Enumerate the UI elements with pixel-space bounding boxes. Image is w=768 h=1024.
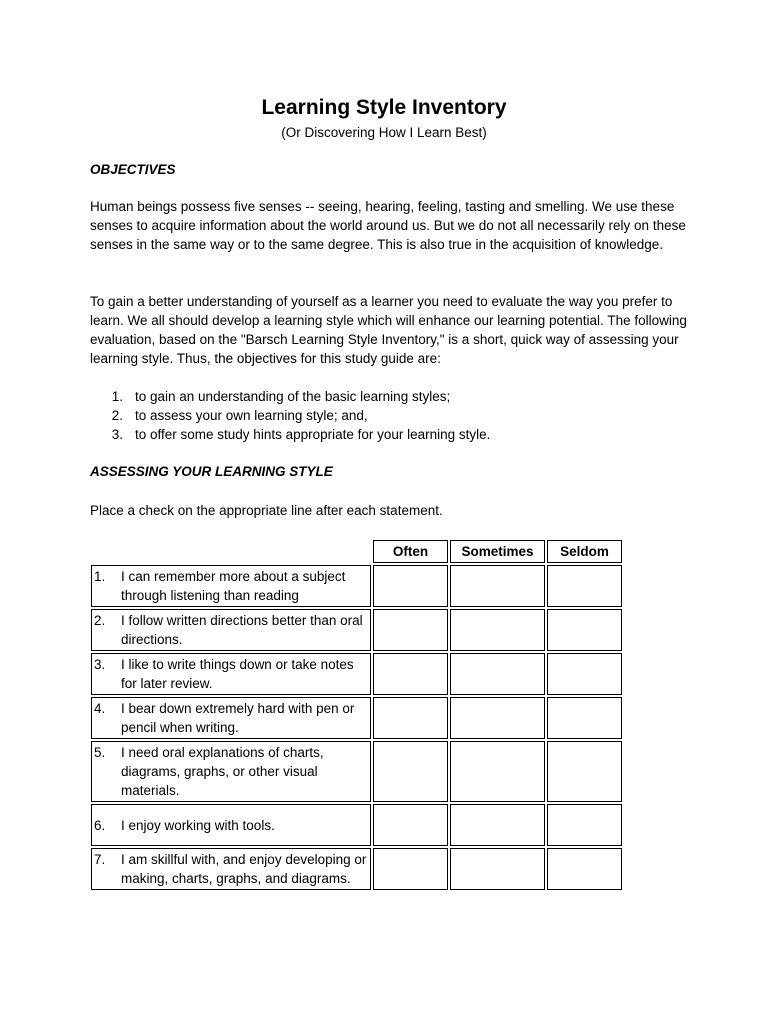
seldom-checkbox[interactable]	[547, 653, 622, 695]
table-row	[91, 848, 622, 890]
seldom-checkbox[interactable]	[547, 609, 622, 651]
list-item: 1. to gain an understanding of the basic learning styles;	[111, 389, 451, 404]
seldom-checkbox[interactable]	[547, 697, 622, 739]
column-header-often: Often	[373, 540, 448, 563]
sometimes-checkbox[interactable]	[450, 697, 545, 739]
statement-cell: 2. I follow written directions better than oral directions.	[91, 609, 371, 651]
list-item: 2. to assess your own learning style; and,	[111, 408, 368, 423]
statement-cell: 7. I am skillful with, and enjoy developing or making, charts, graphs, and diagrams.	[91, 848, 371, 890]
seldom-checkbox[interactable]	[547, 565, 622, 607]
intro-paragraph: Human beings possess five senses -- seeing, hearing, feeling, tasting and smelling. We use these senses to acquire information about the world around us. But we do not all necessarily rely on these senses in the same way or to the same degree. This is also true in the acquisition of knowledge.	[90, 199, 686, 252]
objectives-heading: OBJECTIVES	[90, 162, 176, 177]
list-item: 3. to offer some study hints appropriate for your learning style.	[111, 427, 491, 442]
evaluation-paragraph: To gain a better understanding of yourself as a learner you need to evaluate the way you prefer to learn. We all should develop a learning style which will enhance our learning potential. The following evaluation, based on the "Barsch Learning Style Inventory," is a short, quick way of assessing your learning style. Thus, the objectives for this study guide are:	[90, 294, 687, 366]
often-checkbox[interactable]	[373, 697, 448, 739]
column-header-seldom: Seldom	[547, 540, 622, 563]
sometimes-checkbox[interactable]	[450, 741, 545, 802]
inventory-table	[89, 538, 624, 892]
table-row	[91, 741, 622, 802]
table-row	[91, 653, 622, 695]
sometimes-checkbox[interactable]	[450, 653, 545, 695]
seldom-checkbox[interactable]	[547, 804, 622, 846]
page-title: Learning Style Inventory	[261, 96, 507, 119]
often-checkbox[interactable]	[373, 565, 448, 607]
instruction-text: Place a check on the appropriate line after each statement.	[90, 503, 443, 518]
statement-cell: 4. I bear down extremely hard with pen or pencil when writing.	[91, 697, 371, 739]
often-checkbox[interactable]	[373, 741, 448, 802]
table-header-row	[91, 540, 622, 563]
often-checkbox[interactable]	[373, 848, 448, 890]
sometimes-checkbox[interactable]	[450, 804, 545, 846]
table-row	[91, 609, 622, 651]
sometimes-checkbox[interactable]	[450, 609, 545, 651]
often-checkbox[interactable]	[373, 804, 448, 846]
seldom-checkbox[interactable]	[547, 848, 622, 890]
statement-cell: 5. I need oral explanations of charts, diagrams, graphs, or other visual materials.	[91, 741, 371, 802]
objectives-list	[90, 387, 490, 444]
sometimes-checkbox[interactable]	[450, 848, 545, 890]
statement-cell: 3. I like to write things down or take notes for later review.	[91, 653, 371, 695]
table-row	[91, 697, 622, 739]
table-row	[91, 804, 622, 846]
assessing-heading: ASSESSING YOUR LEARNING STYLE	[90, 464, 333, 479]
statement-cell: 1. I can remember more about a subject through listening than reading	[91, 565, 371, 607]
sometimes-checkbox[interactable]	[450, 565, 545, 607]
table-row	[91, 565, 622, 607]
often-checkbox[interactable]	[373, 653, 448, 695]
statement-cell: 6. I enjoy working with tools.	[91, 804, 371, 846]
page-subtitle: (Or Discovering How I Learn Best)	[281, 125, 487, 140]
often-checkbox[interactable]	[373, 609, 448, 651]
seldom-checkbox[interactable]	[547, 741, 622, 802]
column-header-sometimes: Sometimes	[450, 540, 545, 563]
